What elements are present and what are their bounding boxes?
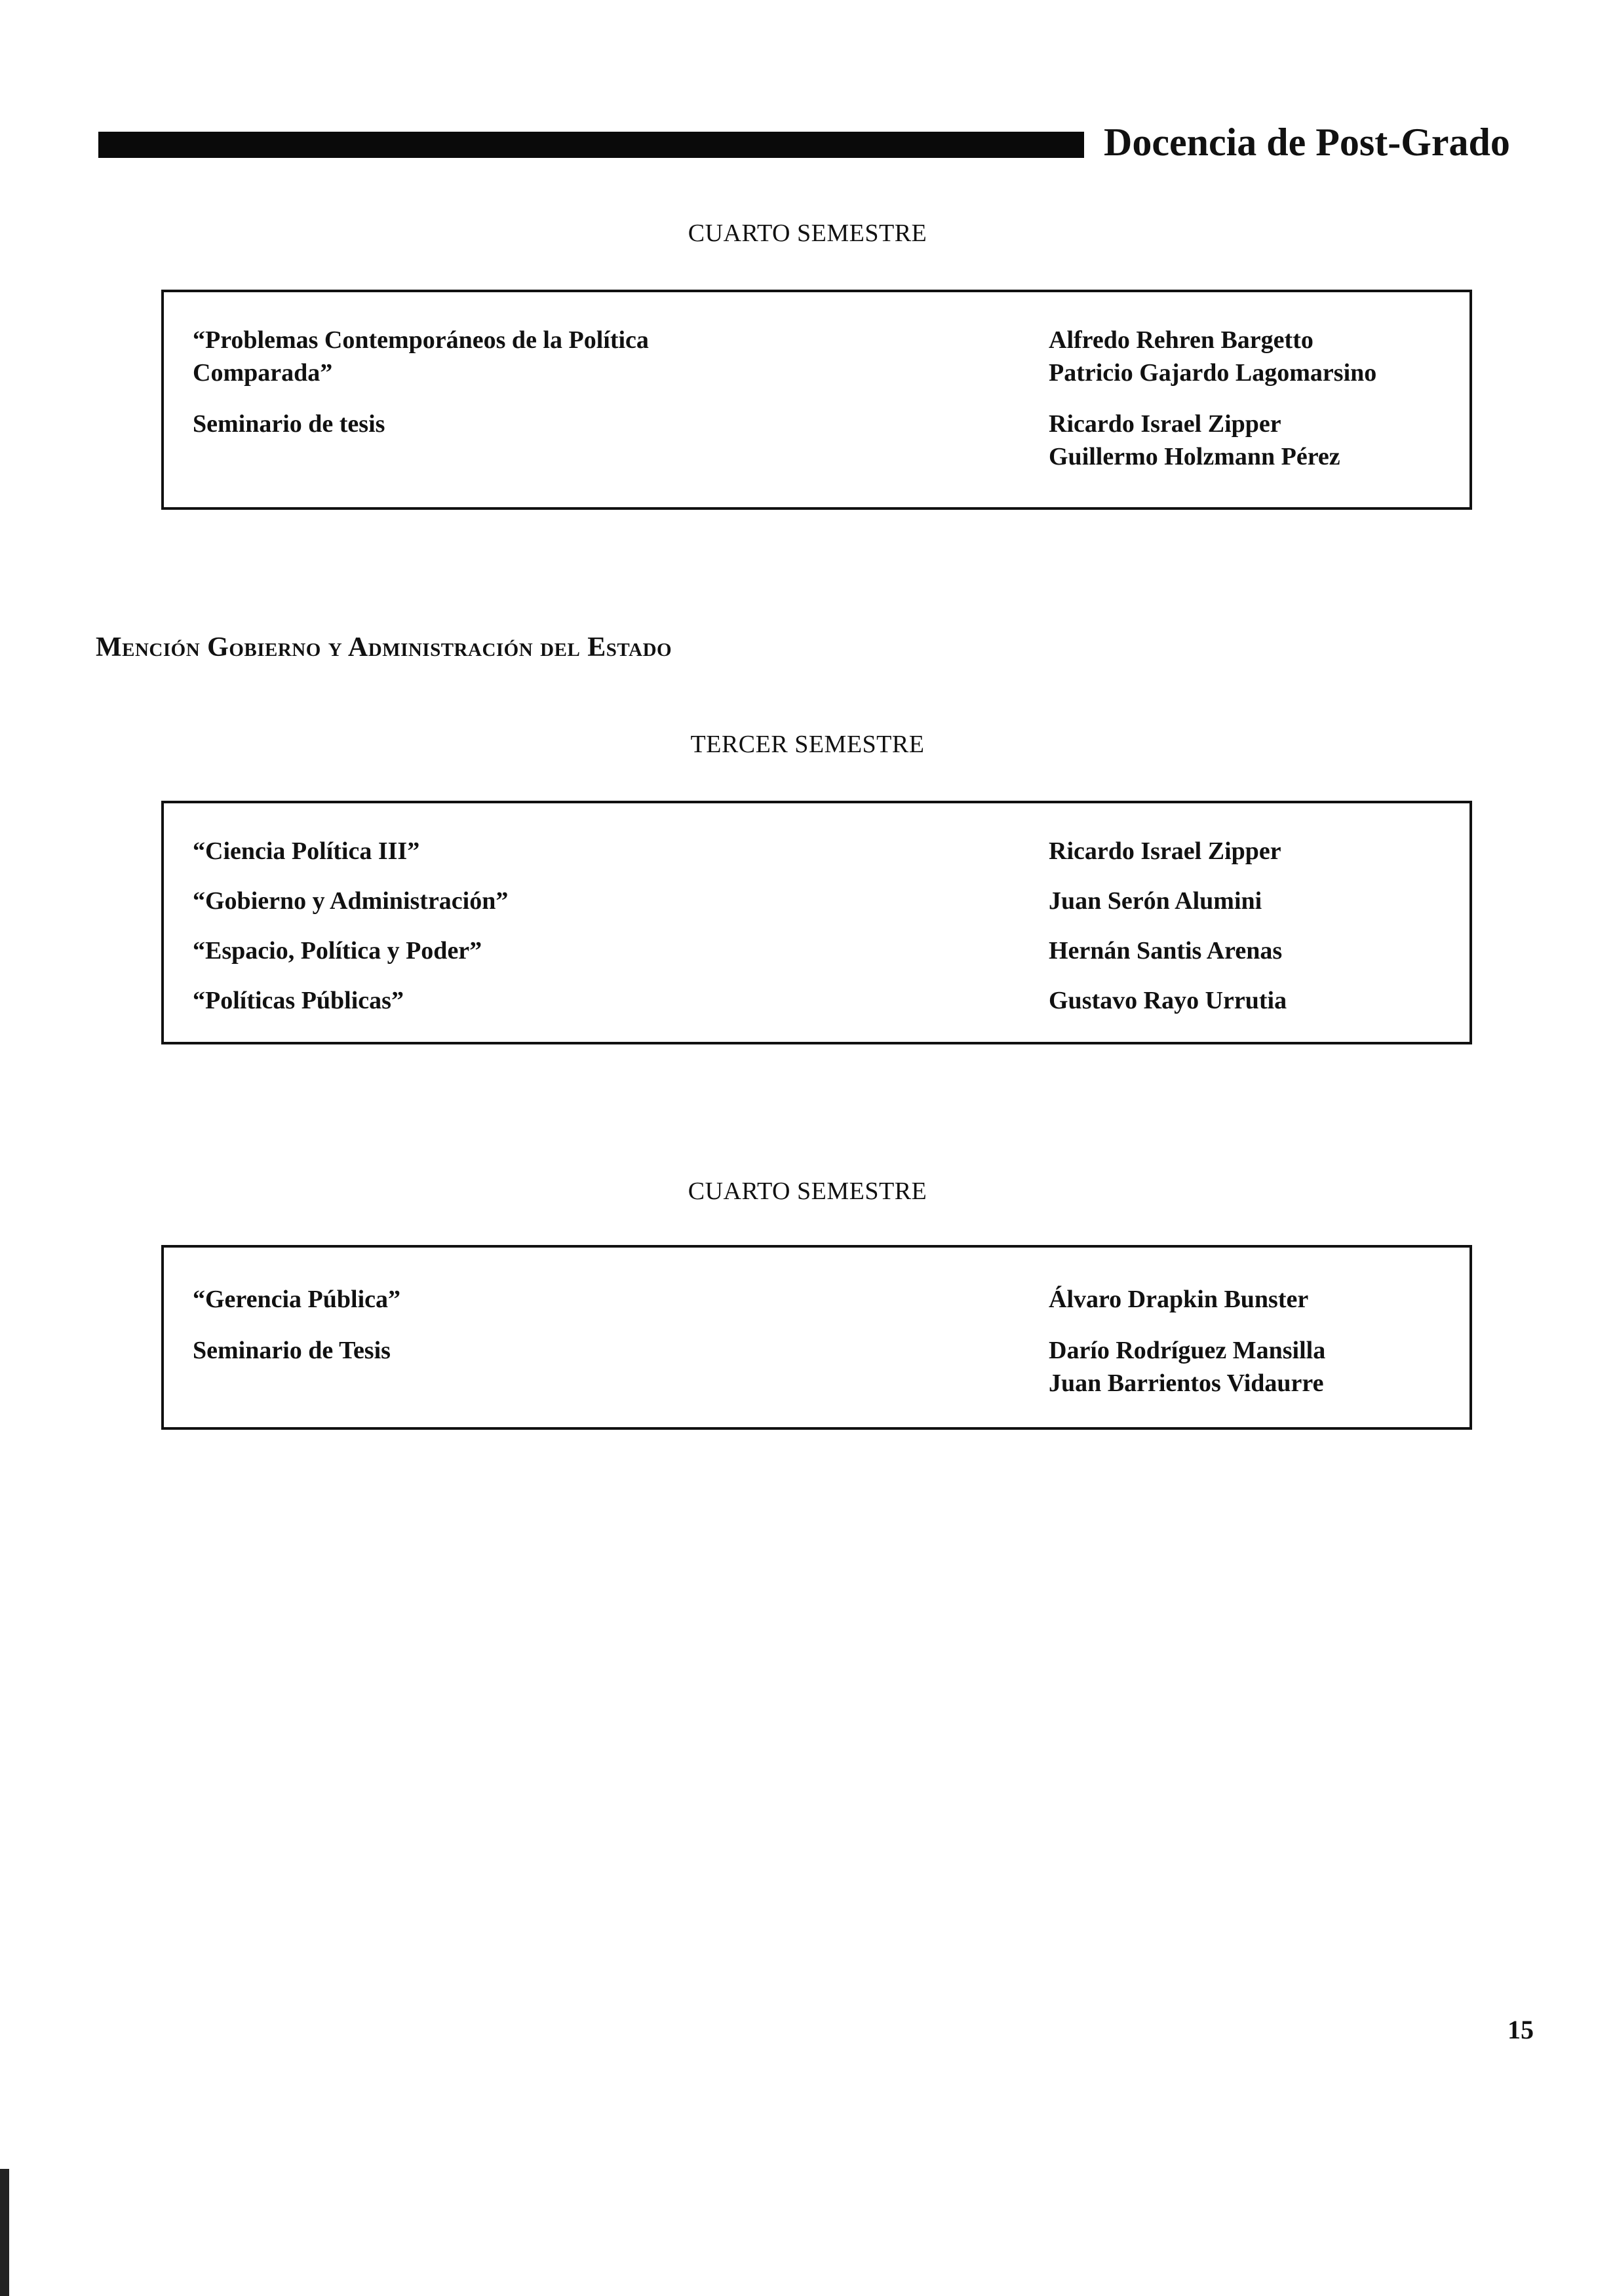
semester-heading: CUARTO SEMESTRE [688, 1177, 927, 1205]
professor-name: Guillermo Holzmann Pérez [1049, 443, 1340, 470]
professor-name: Ricardo Israel Zipper [1049, 837, 1281, 865]
course-title: Comparada” [193, 359, 333, 387]
course-title: “Políticas Públicas” [193, 987, 404, 1014]
course-table-box [161, 290, 1472, 510]
professor-name: Hernán Santis Arenas [1049, 937, 1283, 965]
semester-heading: TERCER SEMESTRE [690, 731, 925, 758]
course-title: “Espacio, Política y Poder” [193, 937, 482, 965]
professor-name: Darío Rodríguez Mansilla [1049, 1337, 1326, 1364]
course-title: Seminario de Tesis [193, 1337, 391, 1364]
professor-name: Gustavo Rayo Urrutia [1049, 987, 1287, 1014]
scan-margin-mark [0, 2169, 9, 2296]
course-title: “Ciencia Política III” [193, 837, 420, 865]
semester-heading: CUARTO SEMESTRE [688, 220, 927, 247]
page-number: 15 [1508, 2015, 1534, 2044]
professor-name: Juan Barrientos Vidaurre [1049, 1369, 1324, 1397]
course-title: Seminario de tesis [193, 410, 385, 438]
course-title: “Problemas Contemporáneos de la Política [193, 326, 649, 354]
professor-name: Alfredo Rehren Bargetto [1049, 326, 1313, 354]
mention-heading: Mención Gobierno y Administración del Estado [96, 632, 672, 662]
course-title: “Gobierno y Administración” [193, 887, 509, 915]
page-header-title: Docencia de Post-Grado [1104, 121, 1510, 164]
header-rule [98, 132, 1084, 158]
professor-name: Álvaro Drapkin Bunster [1049, 1286, 1309, 1313]
professor-name: Ricardo Israel Zipper [1049, 410, 1281, 438]
course-title: “Gerencia Pública” [193, 1286, 400, 1313]
professor-name: Patricio Gajardo Lagomarsino [1049, 359, 1377, 387]
professor-name: Juan Serón Alumini [1049, 887, 1262, 915]
